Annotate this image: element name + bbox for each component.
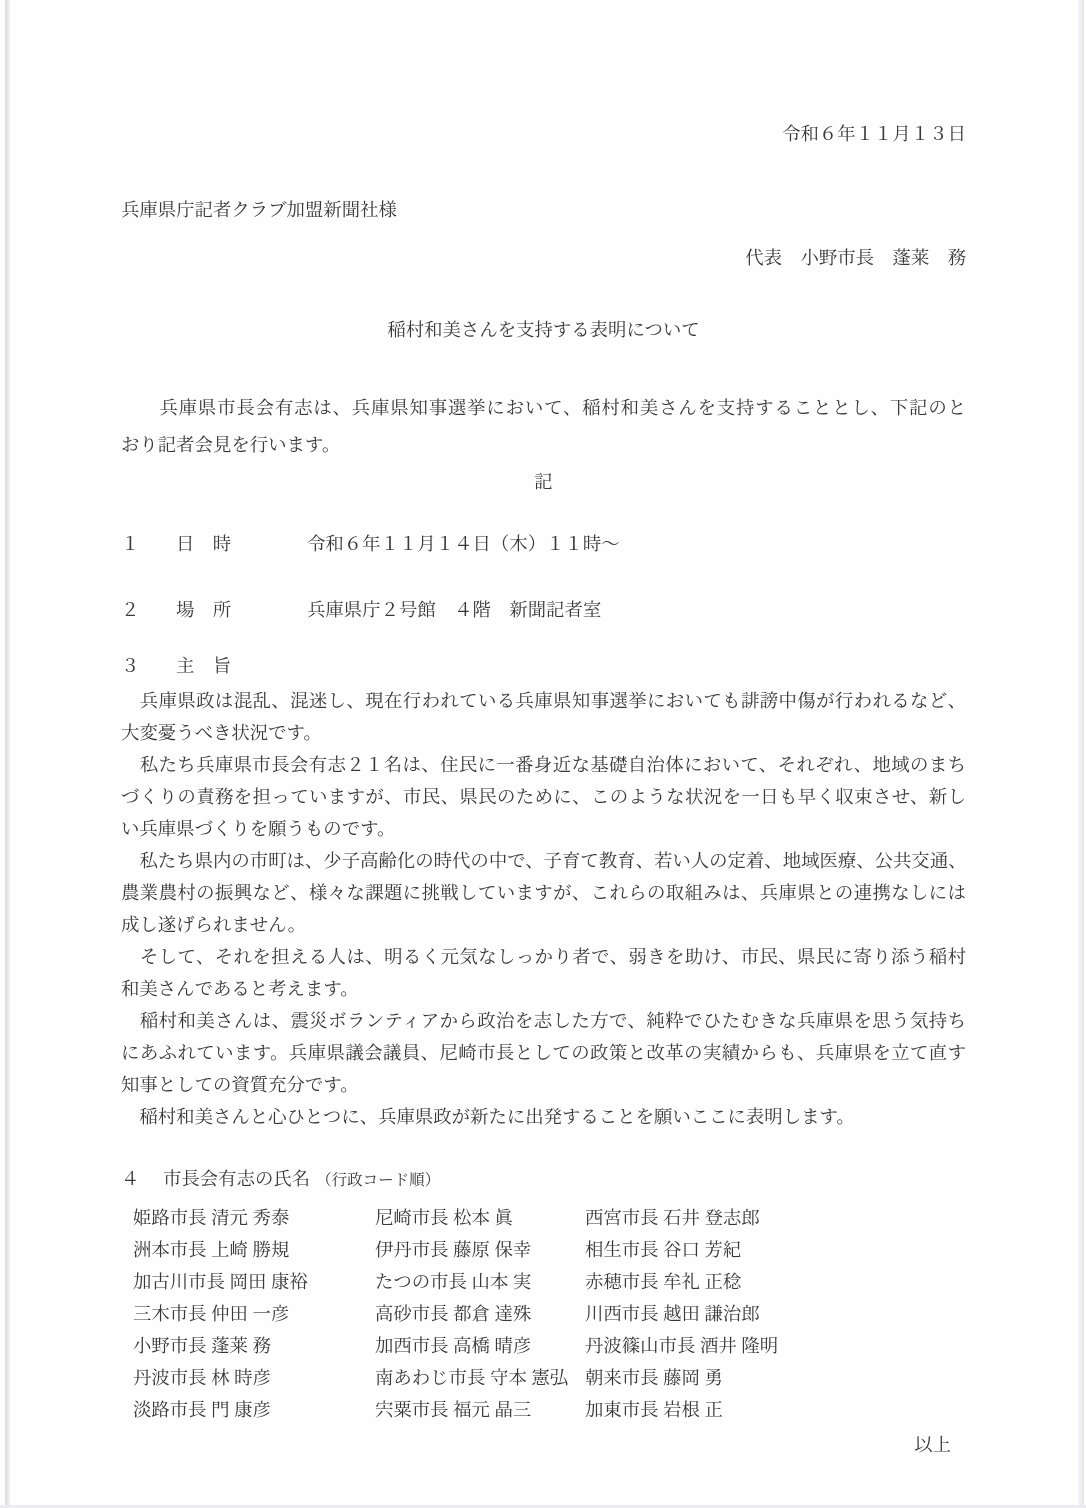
mayor-name: 丹波篠山市長 酒井 隆明 [585, 1336, 779, 1356]
item-value: 令和６年１１月１４日（木）１１時～ [307, 534, 620, 554]
document-content [121, 0, 966, 1461]
mayor-name: 尼崎市長 松本 眞 [375, 1208, 513, 1228]
mayor-name: 姫路市長 清元 秀泰 [133, 1208, 290, 1228]
section3-heading [121, 650, 966, 682]
intro-paragraph [121, 390, 966, 464]
mayor-name: 洲本市長 上崎 勝規 [133, 1240, 290, 1260]
item-label: 日 時 [176, 534, 232, 554]
mayor-name: 丹波市長 林 時彦 [133, 1368, 271, 1388]
section-title-note: （行政コード順） [316, 1172, 441, 1189]
body-line: 私たち県内の市町は、少子高齢化の時代の中で、子育て教育、若い人の定着、地域医療、公共交通、 [121, 851, 967, 871]
section-title: 市長会有志の氏名 [163, 1169, 311, 1189]
item-label: 場 所 [176, 600, 232, 620]
mayor-name: 三木市長 仲田 一彦 [133, 1304, 290, 1324]
body-line: い兵庫県づくりを願うものです。 [121, 819, 396, 839]
body-line: 大変憂うべき状況です。 [121, 723, 322, 743]
mayor-name: 淡路市長 門 康彦 [133, 1400, 271, 1420]
body-line: 成し遂げられません。 [121, 915, 307, 935]
item-value: 兵庫県庁２号館 ４階 新聞記者室 [307, 600, 602, 620]
section-number: ３ [121, 656, 140, 676]
section3-body [121, 685, 966, 1133]
mayor-name: 南あわじ市長 守本 憲弘 [375, 1368, 569, 1388]
closing-marker: 以上 [914, 1435, 951, 1455]
section-title: 主 旨 [176, 656, 232, 676]
body-line: 稲村和美さんと心ひとつに、兵庫県政が新たに出発することを願いここに表明します。 [121, 1107, 855, 1127]
page-right-edge [1078, 0, 1084, 1508]
intro-line: 兵庫県市長会有志は、兵庫県知事選挙において、稲村和美さんを支持することとし、下記のと [121, 398, 966, 418]
mayor-name: 宍粟市長 福元 晶三 [375, 1400, 532, 1420]
mayor-name: 西宮市長 石井 登志郎 [585, 1208, 760, 1228]
item-number: ２ [121, 600, 140, 620]
mayor-name: 川西市長 越田 謙治郎 [585, 1304, 760, 1324]
mayor-name: 加東市長 岩根 正 [585, 1400, 723, 1420]
mayor-name: 朝来市長 藤岡 勇 [585, 1368, 723, 1388]
body-line: 農業農村の振興など、様々な課題に挑戦していますが、これらの取組みは、兵庫県との連携なしには [121, 883, 966, 903]
section4-heading [121, 1163, 966, 1197]
addressee-line: 兵庫県庁記者クラブ加盟新聞社様 [121, 200, 397, 220]
mayor-name: 高砂市長 都倉 達殊 [375, 1304, 532, 1324]
body-line: 稲村和美さんは、震災ボランティアから政治を志した方で、純粋でひたむきな兵庫県を思う気持ち [121, 1011, 966, 1031]
body-line: そして、それを担える人は、明るく元気なしっかり者で、弱きを助け、市民、県民に寄り添う稲村 [121, 947, 966, 967]
body-line: づくりの責務を担っていますが、市民、県民のために、このような状況を一日も早く収束させ、新し [121, 787, 966, 807]
document-title: 稲村和美さんを支持する表明について [387, 320, 700, 340]
body-line: 兵庫県政は混乱、混迷し、現在行われている兵庫県知事選挙においても誹謗中傷が行われるなど、 [121, 691, 966, 711]
mayor-name: 相生市長 谷口 芳紀 [585, 1240, 742, 1260]
section-number: ４ [121, 1169, 140, 1189]
item-datetime [121, 528, 966, 560]
mayor-name: 小野市長 蓬莱 務 [133, 1336, 271, 1356]
page-left-edge [5, 0, 10, 1508]
item-place [121, 594, 966, 626]
body-line: にあふれています。兵庫県議会議員、尼崎市長としての政策と改革の実績からも、兵庫県を立て直す [121, 1043, 966, 1063]
mayor-name: 赤穂市長 牟礼 正稔 [585, 1272, 742, 1292]
sender-line: 代表 小野市長 蓬莱 務 [745, 248, 966, 268]
record-marker: 記 [534, 472, 553, 492]
mayor-name: 伊丹市長 藤原 保幸 [375, 1240, 532, 1260]
mayors-list [133, 1202, 966, 1426]
body-line: 私たち兵庫県市長会有志２１名は、住民に一番身近な基礎自治体において、それぞれ、地域のまち [121, 755, 966, 775]
document-date: 令和６年１１月１３日 [782, 124, 966, 144]
body-line: 知事としての資質充分です。 [121, 1075, 359, 1095]
intro-line: おり記者会見を行います。 [121, 435, 341, 455]
mayor-name: たつの市長 山本 実 [375, 1272, 532, 1292]
mayor-name: 加西市長 高橋 晴彦 [375, 1336, 532, 1356]
body-line: 和美さんであると考えます。 [121, 979, 359, 999]
mayor-name: 加古川市長 岡田 康裕 [133, 1272, 308, 1292]
item-number: １ [121, 534, 140, 554]
